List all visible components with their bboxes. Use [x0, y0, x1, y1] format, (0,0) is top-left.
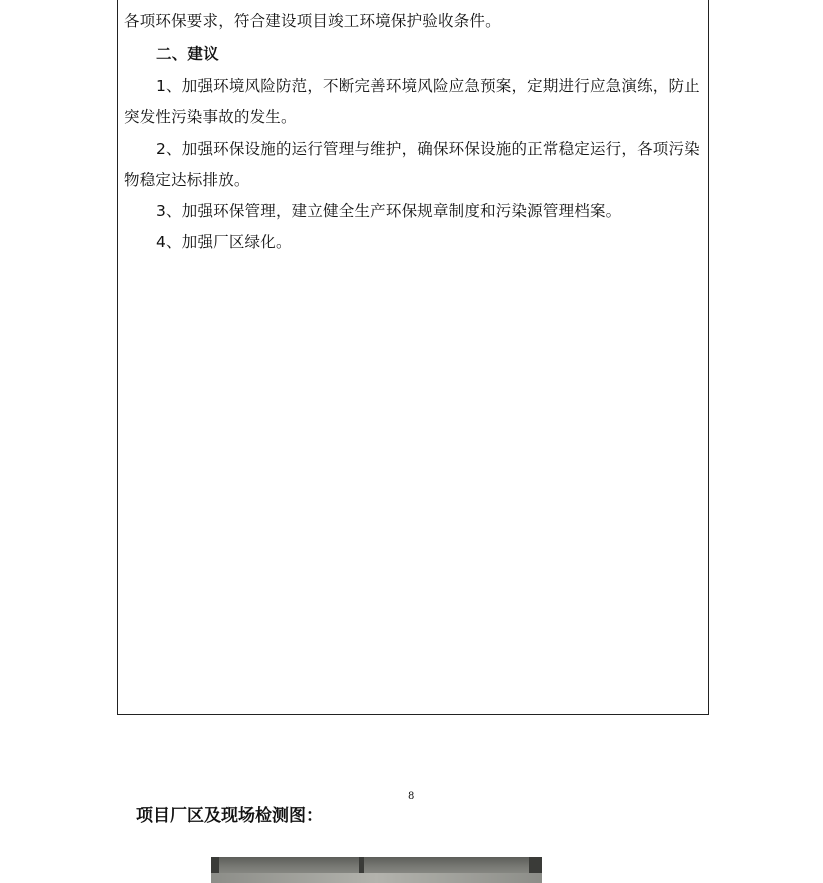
suggestion-2-line-1: 2、加强环保设施的运行管理与维护，确保环保设施的正常稳定运行，各项污染	[156, 140, 700, 158]
page-number: 8	[408, 791, 415, 802]
photo-roof	[211, 873, 542, 883]
suggestion-1-line-1: 1、加强环境风险防范，不断完善环境风险应急预案，定期进行应急演练，防止	[156, 77, 700, 95]
suggestion-1-line-2: 突发性污染事故的发生。	[124, 108, 297, 126]
suggestion-2-line-2: 物稳定达标排放。	[124, 171, 250, 189]
section-heading-suggestions: 二、建议	[156, 45, 219, 63]
suggestion-3: 3、加强环保管理，建立健全生产环保规章制度和污染源管理档案。	[156, 202, 622, 220]
suggestion-4: 4、加强厂区绿化。	[156, 233, 292, 251]
photo-caption: 项目厂区及现场检测图：	[136, 806, 323, 826]
conclusion-tail-text: 各项环保要求，符合建设项目竣工环境保护验收条件。	[124, 12, 501, 30]
site-photo	[211, 857, 542, 883]
